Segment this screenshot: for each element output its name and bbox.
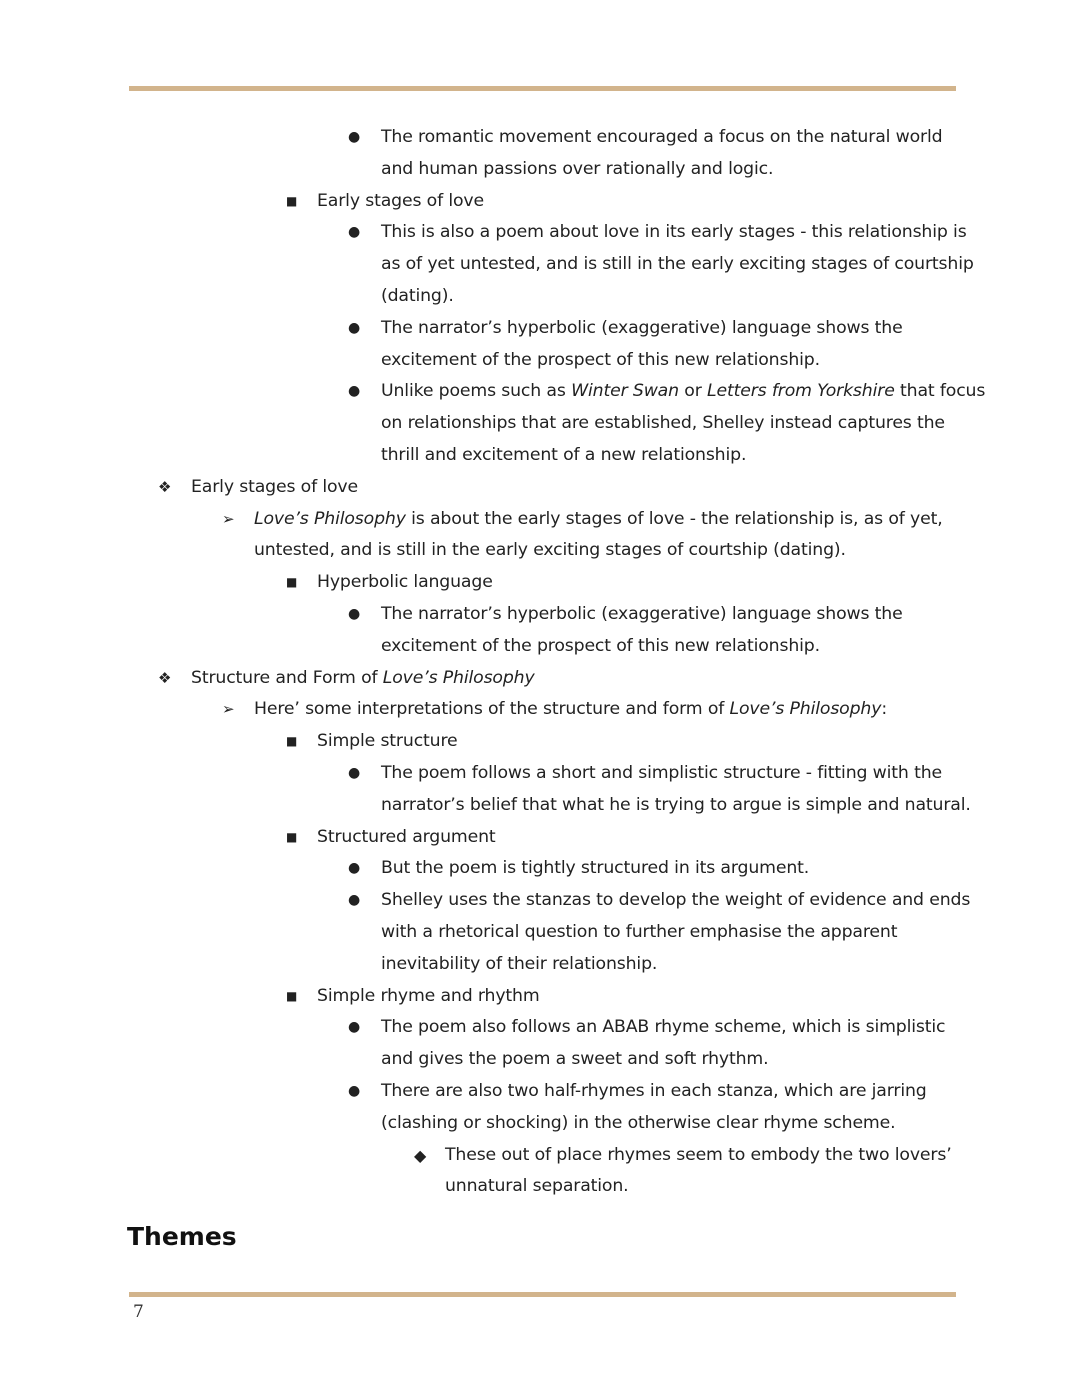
list-item	[0, 885, 1080, 917]
list-item	[0, 217, 1080, 249]
square-bullet-icon: ■	[286, 575, 298, 590]
list-item	[0, 981, 1080, 1013]
list-item	[0, 504, 1080, 536]
list-item	[0, 1171, 1080, 1203]
page-number: 7	[133, 1302, 144, 1322]
list-item	[0, 694, 1080, 726]
list-item	[0, 1044, 1080, 1076]
list-item-text: untested, and is still in the early exciting stages of courtship (dating).	[254, 540, 846, 561]
circle-bullet-icon: ●	[348, 860, 361, 877]
list-item-text: The poem follows a short and simplistic structure - fitting with the	[381, 762, 942, 783]
list-item-text: Simple structure	[317, 731, 458, 752]
list-item-text: There are also two half-rhymes in each stanza, which are jarring	[381, 1080, 927, 1101]
list-item-text: Structure and Form of Love’s Philosophy	[191, 667, 535, 688]
list-item-text: inevitability of their relationship.	[381, 953, 658, 974]
circle-bullet-icon: ●	[348, 764, 361, 781]
list-item	[0, 281, 1080, 313]
list-item-text: The narrator’s hyperbolic (exaggerative) language shows the	[381, 603, 903, 624]
circle-bullet-icon: ●	[348, 383, 361, 400]
list-item	[0, 535, 1080, 567]
list-item-text: Early stages of love	[191, 476, 358, 497]
list-item	[0, 663, 1080, 695]
list-item-text: and human passions over rationally and logic.	[381, 158, 774, 179]
list-item	[0, 1108, 1080, 1140]
list-item	[0, 853, 1080, 885]
list-item-text: The poem also follows an ABAB rhyme scheme, which is simplistic	[381, 1017, 946, 1038]
bottom-divider	[129, 1292, 956, 1297]
arrowhead-bullet-icon: ➢	[222, 700, 235, 719]
list-item	[0, 1012, 1080, 1044]
circle-bullet-icon: ●	[348, 1019, 361, 1036]
circle-bullet-icon: ●	[348, 1082, 361, 1099]
list-item-text: Unlike poems such as Winter Swan or Letters from Yorkshire that focus	[381, 381, 986, 402]
list-item-text: These out of place rhymes seem to embody the two lovers’	[445, 1144, 952, 1165]
diamond-bullet-icon: ◆	[414, 1145, 427, 1165]
square-bullet-icon: ■	[286, 988, 298, 1003]
list-item	[0, 949, 1080, 981]
list-item	[0, 154, 1080, 186]
list-item-text: Shelley uses the stanzas to develop the weight of evidence and ends	[381, 890, 971, 911]
list-item	[0, 758, 1080, 790]
list-item-text: Hyperbolic language	[317, 572, 493, 593]
square-bullet-icon: ■	[286, 193, 298, 208]
list-item-text: The narrator’s hyperbolic (exaggerative) language shows the	[381, 317, 903, 338]
list-item	[0, 313, 1080, 345]
list-item	[0, 440, 1080, 472]
list-item	[0, 1076, 1080, 1108]
italic-title: Love’s Philosophy	[254, 508, 406, 529]
list-item	[0, 599, 1080, 631]
list-item-text: and gives the poem a sweet and soft rhythm.	[381, 1049, 769, 1070]
square-bullet-icon: ■	[286, 829, 298, 844]
list-item	[0, 376, 1080, 408]
list-item	[0, 790, 1080, 822]
list-item-text: narrator’s belief that what he is trying to argue is simple and natural.	[381, 794, 971, 815]
italic-title: Love’s Philosophy	[382, 667, 535, 688]
list-item-text: Love’s Philosophy is about the early stages of love - the relationship is, as of yet,	[254, 508, 943, 529]
list-item	[0, 345, 1080, 377]
list-item	[0, 631, 1080, 663]
list-item-text: (clashing or shocking) in the otherwise clear rhyme scheme.	[381, 1112, 896, 1133]
list-item-text: The romantic movement encouraged a focus on the natural world	[381, 127, 943, 147]
list-item-text: excitement of the prospect of this new relationship.	[381, 635, 820, 656]
circle-bullet-icon: ●	[348, 892, 361, 909]
list-item	[0, 408, 1080, 440]
circle-bullet-icon: ●	[348, 319, 361, 336]
list-item	[0, 917, 1080, 949]
list-item	[0, 567, 1080, 599]
list-item-text: But the poem is tightly structured in its argument.	[381, 858, 810, 879]
section-heading: Themes	[127, 1222, 237, 1251]
list-item	[0, 186, 1080, 218]
list-item-text: Simple rhyme and rhythm	[317, 985, 540, 1006]
list-item-text: unnatural separation.	[445, 1176, 629, 1197]
list-item	[0, 472, 1080, 504]
list-item	[0, 822, 1080, 854]
square-bullet-icon: ■	[286, 734, 298, 749]
italic-title: Letters from Yorkshire	[707, 381, 895, 402]
list-item	[0, 726, 1080, 758]
diamond-cross-bullet-icon: ❖	[158, 668, 172, 687]
list-item-text: This is also a poem about love in its early stages - this relationship is	[381, 222, 967, 243]
list-item-text: thrill and excitement of a new relationship.	[381, 444, 747, 465]
diamond-cross-bullet-icon: ❖	[158, 477, 172, 496]
list-item-text: Early stages of love	[317, 190, 484, 211]
list-item-text: as of yet untested, and is still in the early exciting stages of courtship	[381, 254, 974, 275]
italic-title: Winter Swan	[571, 381, 679, 402]
top-divider	[129, 86, 956, 91]
notes-body	[0, 122, 1080, 1203]
arrowhead-bullet-icon: ➢	[222, 509, 235, 528]
list-item-text: on relationships that are established, Shelley instead captures the	[381, 413, 945, 434]
list-item	[0, 122, 1080, 154]
list-item-text: Here’ some interpretations of the structure and form of Love’s Philosophy:	[254, 699, 887, 720]
circle-bullet-icon: ●	[348, 224, 361, 241]
list-item-text: (dating).	[381, 285, 454, 306]
circle-bullet-icon: ●	[348, 129, 361, 145]
italic-title: Love’s Philosophy	[729, 699, 882, 720]
list-item	[0, 249, 1080, 281]
list-item-text: with a rhetorical question to further emphasise the apparent	[381, 921, 898, 942]
circle-bullet-icon: ●	[348, 605, 361, 622]
list-item-text: Structured argument	[317, 826, 496, 847]
list-item-text: excitement of the prospect of this new relationship.	[381, 349, 820, 370]
list-item	[0, 1140, 1080, 1172]
